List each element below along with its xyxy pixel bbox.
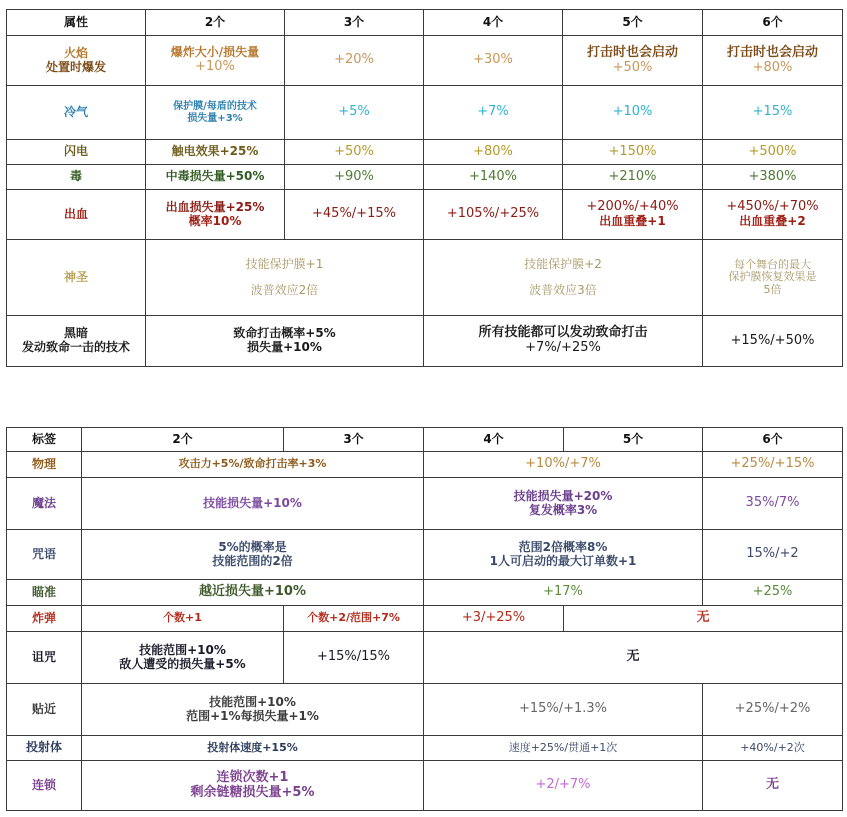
tag-table	[6, 427, 843, 811]
bomb-5-6: 无	[564, 606, 843, 632]
header-row	[7, 428, 843, 452]
projectile-6: +40%/+2次	[703, 736, 843, 761]
row-fire	[7, 36, 843, 86]
row-magic	[7, 478, 843, 530]
row-label-chain: 连锁	[7, 761, 82, 811]
attribute-table	[6, 9, 843, 367]
bleed-4: +105%/+25%	[424, 190, 563, 240]
cold-6: +15%	[703, 86, 843, 140]
bleed-5-line2: 出血重叠+1	[599, 214, 666, 229]
cold-5: +10%	[563, 86, 703, 140]
holy-4-5-line2: 波普效应3倍	[529, 282, 597, 297]
row-lightning	[7, 140, 843, 165]
poison-4: +140%	[424, 165, 563, 190]
header-6: 6个	[703, 10, 843, 36]
row-label-holy: 神圣	[7, 240, 146, 316]
bomb-2: 个数+1	[82, 606, 284, 632]
header-4: 4个	[424, 10, 563, 36]
dark-2-3	[146, 316, 424, 367]
chain-2-3-line2: 剩余链糖损失量+5%	[190, 784, 315, 800]
row-label-lightning: 闪电	[7, 140, 146, 165]
row-bleed	[7, 190, 843, 240]
row-bomb	[7, 606, 843, 632]
fire-label: 火焰	[63, 45, 88, 60]
dark-4-5-line1: 所有技能都可以发动致命打击	[478, 325, 648, 341]
chain-4-5: +2/+7%	[424, 761, 703, 811]
holy-6-line1: 每个舞台的最大	[734, 257, 811, 271]
dark-6: +15%/+50%	[703, 316, 843, 367]
dark-sublabel: 发动致命一击的技术	[21, 340, 130, 354]
cold-4: +7%	[424, 86, 563, 140]
row-close	[7, 684, 843, 736]
lightning-4: +80%	[424, 140, 563, 165]
row-label-incant: 咒语	[7, 530, 82, 580]
physical-6: +25%/+15%	[703, 452, 843, 478]
row-label-bleed: 出血	[7, 190, 146, 240]
bomb-4: +3/+25%	[424, 606, 564, 632]
holy-6-line3: 5倍	[763, 282, 782, 296]
row-label-magic: 魔法	[7, 478, 82, 530]
holy-4-5	[424, 240, 703, 316]
incant-6: 15%/+2	[703, 530, 843, 580]
fire-2-line2: +10%	[195, 58, 235, 74]
fire-2	[146, 36, 285, 86]
bleed-2-line2: 概率10%	[188, 213, 242, 228]
row-label-curse: 诅咒	[7, 632, 82, 684]
magic-4-5-line2: 复发概率3%	[528, 502, 598, 517]
magic-6: 35%/7%	[703, 478, 843, 530]
lightning-5: +150%	[563, 140, 703, 165]
holy-2-3-line2: 波普效应2倍	[250, 282, 319, 297]
curse-2-line2: 敌人遭受的损失量+5%	[119, 656, 246, 671]
incant-2-3-line2: 技能范围的2倍	[212, 553, 293, 568]
magic-4-5-line1: 技能损失量+20%	[513, 488, 613, 503]
row-incant	[7, 530, 843, 580]
header-5: 5个	[563, 10, 703, 36]
cold-3: +5%	[285, 86, 424, 140]
lightning-3: +50%	[285, 140, 424, 165]
bleed-2	[146, 190, 285, 240]
poison-6: +380%	[703, 165, 843, 190]
chain-2-3-line1: 连锁次数+1	[216, 769, 289, 785]
row-label-projectile: 投射体	[7, 736, 82, 761]
header-attribute: 属性	[7, 10, 146, 36]
close-6: +25%/+2%	[703, 684, 843, 736]
dark-4-5-line2: +7%/+25%	[525, 340, 601, 355]
header-3: 3个	[285, 10, 424, 36]
aim-2-3: 越近损失量+10%	[82, 580, 424, 606]
incant-4-5	[424, 530, 703, 580]
magic-2-3: 技能损失量+10%	[82, 478, 424, 530]
incant-2-3	[82, 530, 424, 580]
header-2: 2个	[146, 10, 285, 36]
fire-5	[563, 36, 703, 86]
curse-4-6: 无	[424, 632, 843, 684]
bleed-6-line2: 出血重叠+2	[739, 214, 806, 229]
fire-5-line1: 打击时也会启动	[586, 44, 678, 60]
poison-5: +210%	[563, 165, 703, 190]
curse-2-line1: 技能范围+10%	[139, 642, 226, 657]
aim-6: +25%	[703, 580, 843, 606]
holy-2-3-line1: 技能保护膜+1	[245, 256, 324, 271]
header-6: 6个	[703, 428, 843, 452]
fire-sublabel: 处置时爆发	[45, 59, 106, 74]
row-label-dark	[7, 316, 146, 367]
bleed-5-line1: +200%/+40%	[586, 199, 679, 215]
chain-2-3	[82, 761, 424, 811]
bleed-2-line1: 出血损失量+25%	[165, 199, 265, 214]
row-aim	[7, 580, 843, 606]
row-dark	[7, 316, 843, 367]
curse-3: +15%/15%	[284, 632, 424, 684]
holy-6	[703, 240, 843, 316]
header-4: 4个	[424, 428, 564, 452]
row-label-aim: 瞄准	[7, 580, 82, 606]
bleed-6	[703, 190, 843, 240]
close-4-5: +15%/+1.3%	[424, 684, 703, 736]
fire-6	[703, 36, 843, 86]
row-projectile	[7, 736, 843, 761]
row-chain	[7, 761, 843, 811]
row-cold	[7, 86, 843, 140]
fire-3: +20%	[285, 36, 424, 86]
bleed-5	[563, 190, 703, 240]
magic-4-5	[424, 478, 703, 530]
row-label-close: 贴近	[7, 684, 82, 736]
chain-6: 无	[703, 761, 843, 811]
incant-4-5-line2: 1人可启动的最大订单数+1	[489, 553, 637, 568]
incant-2-3-line1: 5%的概率是	[218, 539, 287, 554]
row-physical	[7, 452, 843, 478]
holy-6-line2: 保护膜恢复效果是	[728, 270, 817, 284]
fire-6-line1: 打击时也会启动	[726, 44, 818, 60]
row-label-fire	[7, 36, 146, 86]
bleed-3: +45%/+15%	[285, 190, 424, 240]
cold-2	[146, 86, 285, 140]
poison-2: 中毒损失量+50%	[146, 165, 285, 190]
dark-2-3-line1: 致命打击概率+5%	[233, 326, 336, 341]
physical-4-5: +10%/+7%	[424, 452, 703, 478]
header-row	[7, 10, 843, 36]
curse-2	[82, 632, 284, 684]
holy-4-5-line1: 技能保护膜+2	[524, 256, 602, 271]
dark-4-5	[424, 316, 703, 367]
row-label-physical: 物理	[7, 452, 82, 478]
close-2-3-line2: 范围+1%每损失量+1%	[186, 708, 319, 723]
row-curse	[7, 632, 843, 684]
bomb-3: 个数+2/范围+7%	[284, 606, 424, 632]
header-5: 5个	[564, 428, 703, 452]
close-2-3	[82, 684, 424, 736]
holy-2-3	[146, 240, 424, 316]
cold-2-line1: 保护膜/每盾的技术	[173, 101, 257, 112]
bleed-6-line1: +450%/+70%	[726, 199, 819, 215]
row-label-cold: 冷气	[7, 86, 146, 140]
row-label-poison: 毒	[7, 165, 146, 190]
poison-3: +90%	[285, 165, 424, 190]
row-label-bomb: 炸弹	[7, 606, 82, 632]
physical-2-3: 攻击力+5%/致命打击率+3%	[82, 452, 424, 478]
projectile-2-3: 投射体速度+15%	[82, 736, 424, 761]
fire-4: +30%	[424, 36, 563, 86]
fire-6-line2: +80%	[752, 59, 793, 75]
fire-2-line1: 爆炸大小/损失量	[170, 45, 260, 60]
projectile-4-5: 速度+25%/贯通+1次	[424, 736, 703, 761]
close-2-3-line1: 技能范围+10%	[209, 694, 296, 709]
dark-label: 黑暗	[63, 326, 88, 341]
lightning-6: +500%	[703, 140, 843, 165]
aim-4-5: +17%	[424, 580, 703, 606]
fire-5-line2: +50%	[612, 59, 653, 75]
header-tag: 标签	[7, 428, 82, 452]
incant-4-5-line1: 范围2倍概率8%	[518, 539, 608, 554]
header-3: 3个	[284, 428, 424, 452]
dark-2-3-line2: 损失量+10%	[247, 340, 322, 354]
row-poison	[7, 165, 843, 190]
header-2: 2个	[82, 428, 284, 452]
lightning-2: 触电效果+25%	[146, 140, 285, 165]
row-holy	[7, 240, 843, 316]
cold-2-line2: 损失量+3%	[187, 112, 243, 124]
